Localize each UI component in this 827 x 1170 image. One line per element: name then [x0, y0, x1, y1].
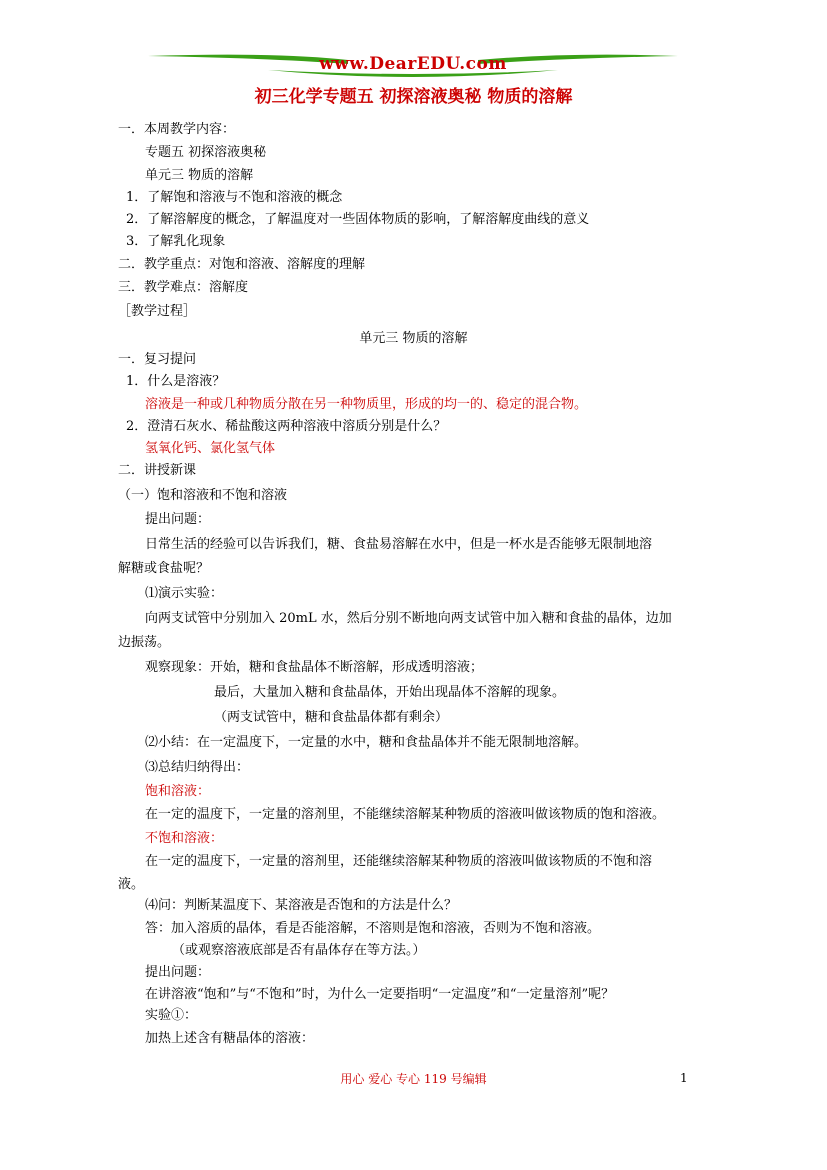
section-heading: 二．教学重点：对饱和溶液、溶解度的理解 — [118, 257, 366, 272]
page-number: 1 — [680, 1071, 688, 1085]
text-line: 单元三 物质的溶解 — [145, 168, 254, 183]
text-line: 加热上述含有糖晶体的溶液： — [145, 1031, 315, 1046]
footer-slogan: 用心 爱心 专心 119 号编辑 — [340, 1072, 487, 1086]
text-line: 答：加入溶质的晶体，看是否能溶解，不溶则是饱和溶液，否则为不饱和溶液。 — [145, 921, 601, 936]
centered-heading: 单元三 物质的溶解 — [359, 331, 468, 346]
definition-text: 在一定的温度下，一定量的溶剂里，不能继续溶解某种物质的溶液叫做该物质的饱和溶液。 — [145, 807, 666, 822]
definition-text: 在一定的温度下，一定量的溶剂里，还能继续溶解某种物质的溶液叫做该物质的不饱和溶 — [145, 854, 653, 869]
text-line: 日常生活的经验可以告诉我们，糖、食盐易溶解在水中，但是一杯水是否能够无限制地溶 — [145, 537, 653, 552]
answer-text: 氢氧化钙、氯化氢气体 — [145, 441, 276, 456]
text-line: 在讲溶液“饱和”与“不饱和”时，为什么一定要指明“一定温度”和“一定量溶剂”呢？ — [145, 987, 615, 1002]
text-line: 解糖或食盐呢？ — [118, 561, 210, 576]
text-line: 最后，大量加入糖和食盐晶体，开始出现晶体不溶解的现象。 — [214, 685, 566, 700]
list-item: 2．了解溶解度的概念，了解温度对一些固体物质的影响，了解溶解度曲线的意义 — [126, 212, 590, 227]
section-heading: 一．复习提问 — [118, 352, 197, 367]
definition-text: 液。 — [118, 877, 145, 892]
text-line: 边振荡。 — [118, 635, 171, 650]
document-title: 初三化学专题五 初探溶液奥秘 物质的溶解 — [254, 87, 573, 107]
section-heading: 一．本周教学内容： — [118, 122, 236, 137]
term-heading: 饱和溶液： — [145, 784, 211, 799]
subsection-heading: （一）饱和溶液和不饱和溶液 — [118, 488, 288, 503]
text-line: 专题五 初探溶液奥秘 — [145, 145, 267, 160]
list-item: 1．了解饱和溶液与不饱和溶液的概念 — [126, 190, 343, 205]
text-line: ［教学过程］ — [118, 304, 197, 319]
text-line: （或观察溶液底部是否有晶体存在等方法。） — [172, 943, 426, 958]
term-heading: 不饱和溶液： — [145, 831, 224, 846]
site-name: www.DearEDU.com — [319, 54, 507, 74]
question: 2．澄清石灰水、稀盐酸这两种溶液中溶质分别是什么？ — [126, 419, 447, 434]
list-item: 3．了解乳化现象 — [126, 234, 226, 249]
text-line: 提出问题： — [145, 512, 211, 527]
text-line: 向两支试管中分别加入 20mL 水，然后分别不断地向两支试管中加入糖和食盐的晶体，边加 — [145, 611, 672, 626]
header-logo — [148, 50, 678, 80]
question: 1．什么是溶液？ — [126, 374, 226, 389]
text-line: 观察现象：开始，糖和食盐晶体不断溶解，形成透明溶液； — [145, 660, 484, 675]
text-line: ⑴演示实验： — [145, 586, 224, 601]
section-heading: 二．讲授新课 — [118, 463, 197, 478]
text-line: ⑵小结：在一定温度下，一定量的水中，糖和食盐晶体并不能无限制地溶解。 — [145, 735, 588, 750]
section-heading: 三．教学难点：溶解度 — [118, 280, 249, 295]
text-line: （两支试管中，糖和食盐晶体都有剩余） — [214, 710, 449, 725]
question: ⑷问：判断某温度下、某溶液是否饱和的方法是什么？ — [145, 898, 458, 913]
answer-text: 溶液是一种或几种物质分散在另一种物质里，形成的均一的、稳定的混合物。 — [145, 397, 588, 412]
text-line: 实验①： — [145, 1008, 198, 1023]
text-line: 提出问题： — [145, 965, 211, 980]
text-line: ⑶总结归纳得出： — [145, 760, 250, 775]
